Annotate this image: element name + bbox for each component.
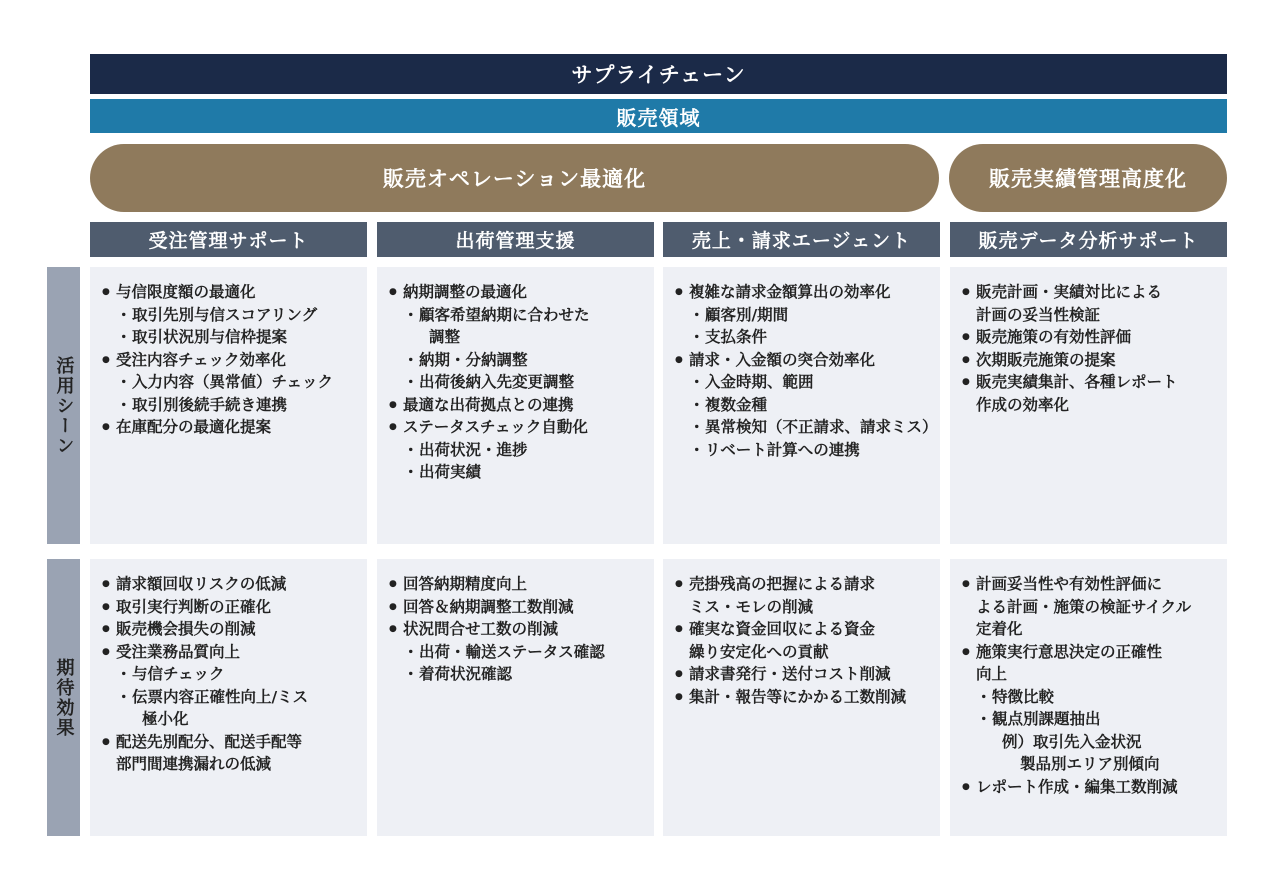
- bullet-item: ● 販売施策の有効性評価: [962, 326, 1217, 349]
- bullet-item: ● 請求・入金額の突合効率化: [675, 349, 930, 372]
- bullet-item: ● 最適な出荷拠点との連携: [389, 394, 644, 417]
- column-header-shipping: 出荷管理支援: [377, 222, 654, 257]
- effect-cell-order: [90, 559, 367, 836]
- bullet-item: ● 回答納期精度向上: [389, 573, 644, 596]
- sub-item: ・ 取引別後続手続き連携: [102, 394, 357, 417]
- bullet-item: ● 回答＆納期調整工数削減: [389, 596, 644, 619]
- bullet-item: ● 施策実行意思決定の正確性: [962, 641, 1217, 664]
- continuation-line: 定着化: [976, 620, 1023, 638]
- sub-item: ・ 取引先別与信スコアリング: [102, 304, 357, 327]
- category-operation: 販売オペレーション最適化: [90, 144, 939, 212]
- column-header-order: 受注管理サポート: [90, 222, 367, 257]
- bullet-item: ● 次期販売施策の提案: [962, 349, 1217, 372]
- bullet-item: ● 請求書発行・送付コスト削減: [675, 663, 930, 686]
- sub-item: ・ 顧客希望納期に合わせた: [389, 304, 644, 327]
- continuation-line: ミス・モレの削減: [689, 597, 814, 616]
- row-label-effect: [47, 559, 80, 836]
- continuation-line: 繰り安定化への貢献: [689, 642, 829, 661]
- bullet-item: ● 取引実行判断の正確化: [102, 596, 357, 619]
- continuation-line: よる計画・施策の検証サイクル: [976, 597, 1192, 616]
- sub-item: ・ 出荷状況・進捗: [389, 439, 644, 462]
- bullet-item: ● 与信限度額の最適化: [102, 281, 357, 304]
- column-header-billing: 売上・請求エージェント: [663, 222, 940, 257]
- sub-item: ・ 入力内容（異常値）チェック: [102, 371, 357, 394]
- sub-item: ・ 納期・分納調整: [389, 349, 644, 372]
- continuation-line: 部門間連携漏れの低減: [116, 755, 272, 773]
- sub-item: ・ 異常検知（不正請求、請求ミス）: [675, 416, 930, 439]
- category-performance: 販売実績管理高度化: [949, 144, 1227, 212]
- scene-cell-billing: [663, 267, 940, 544]
- sub-item: ・ 顧客別/期間: [675, 304, 930, 327]
- sub-item: ・ 入金時期、範囲: [675, 371, 930, 394]
- bullet-item: ● 納期調整の最適化: [389, 281, 644, 304]
- bullet-item: ● 販売計画・実績対比による: [962, 281, 1217, 304]
- effect-cell-shipping: [377, 559, 654, 836]
- bullet-item: ● 受注内容チェック効率化: [102, 349, 357, 372]
- bullet-item: ● 受注業務品質向上: [102, 641, 357, 664]
- sub-item: ・ 与信チェック: [102, 663, 357, 686]
- continuation-line: 作成の効率化: [976, 395, 1070, 414]
- bullet-item: ● ステータスチェック自動化: [389, 416, 644, 439]
- row-label-scene: [47, 267, 80, 544]
- sub-item: ・ 支払条件: [675, 326, 930, 349]
- effect-cell-analytics: [950, 559, 1227, 836]
- continuation-line: 調整: [429, 328, 461, 346]
- bullet-item: ● 状況問合せ工数の削減: [389, 618, 644, 641]
- sub-item: ・ 伝票内容正確性向上/ミス: [102, 686, 357, 709]
- sub-item: ・ 出荷実績: [389, 461, 644, 484]
- bullet-item: ● 複雑な請求金額算出の効率化: [675, 281, 930, 304]
- bullet-item: ● 在庫配分の最適化提案: [102, 416, 357, 439]
- continuation-line: 製品別エリア別傾向: [1020, 755, 1160, 773]
- bullet-item: ● 請求額回収リスクの低減: [102, 573, 357, 596]
- sales-domain-banner: 販売領域: [90, 99, 1227, 133]
- sub-item: ・ 観点別課題抽出: [962, 708, 1217, 731]
- bullet-item: ● レポート作成・編集工数削減: [962, 776, 1217, 799]
- bullet-item: ● 確実な資金回収による資金: [675, 618, 930, 641]
- column-header-analytics: 販売データ分析サポート: [950, 222, 1227, 257]
- bullet-item: ● 販売実績集計、各種レポート: [962, 371, 1217, 394]
- bullet-item: ● 配送先別配分、配送手配等: [102, 731, 357, 754]
- supply-chain-banner: サプライチェーン: [90, 54, 1227, 94]
- sub-item: ・ 特徴比較: [962, 686, 1217, 709]
- sub-item: ・ 出荷後納入先変更調整: [389, 371, 644, 394]
- sub-item: ・ 取引状況別与信枠提案: [102, 326, 357, 349]
- scene-cell-order: [90, 267, 367, 544]
- effect-cell-billing: [663, 559, 940, 836]
- bullet-item: ● 計画妥当性や有効性評価に: [962, 573, 1217, 596]
- row-label-scene-text: 活用シーン: [53, 355, 75, 456]
- bullet-item: ● 販売機会損失の削減: [102, 618, 357, 641]
- scene-cell-analytics: [950, 267, 1227, 544]
- sub-item: ・ 出荷・輸送ステータス確認: [389, 641, 644, 664]
- row-label-effect-text: 期待効果: [53, 657, 75, 738]
- bullet-item: ● 売掛残高の把握による請求: [675, 573, 930, 596]
- continuation-line: 例）取引先入金状況: [1002, 732, 1142, 751]
- bullet-item: ● 集計・報告等にかかる工数削減: [675, 686, 930, 709]
- scene-cell-shipping: [377, 267, 654, 544]
- sub-item: ・ 複数金種: [675, 394, 930, 417]
- sub-item: ・ リベート計算への連携: [675, 439, 930, 462]
- continuation-line: 向上: [976, 665, 1008, 683]
- sub-item: ・ 着荷状況確認: [389, 663, 644, 686]
- continuation-line: 計画の妥当性検証: [976, 305, 1101, 324]
- continuation-line: 極小化: [142, 710, 189, 728]
